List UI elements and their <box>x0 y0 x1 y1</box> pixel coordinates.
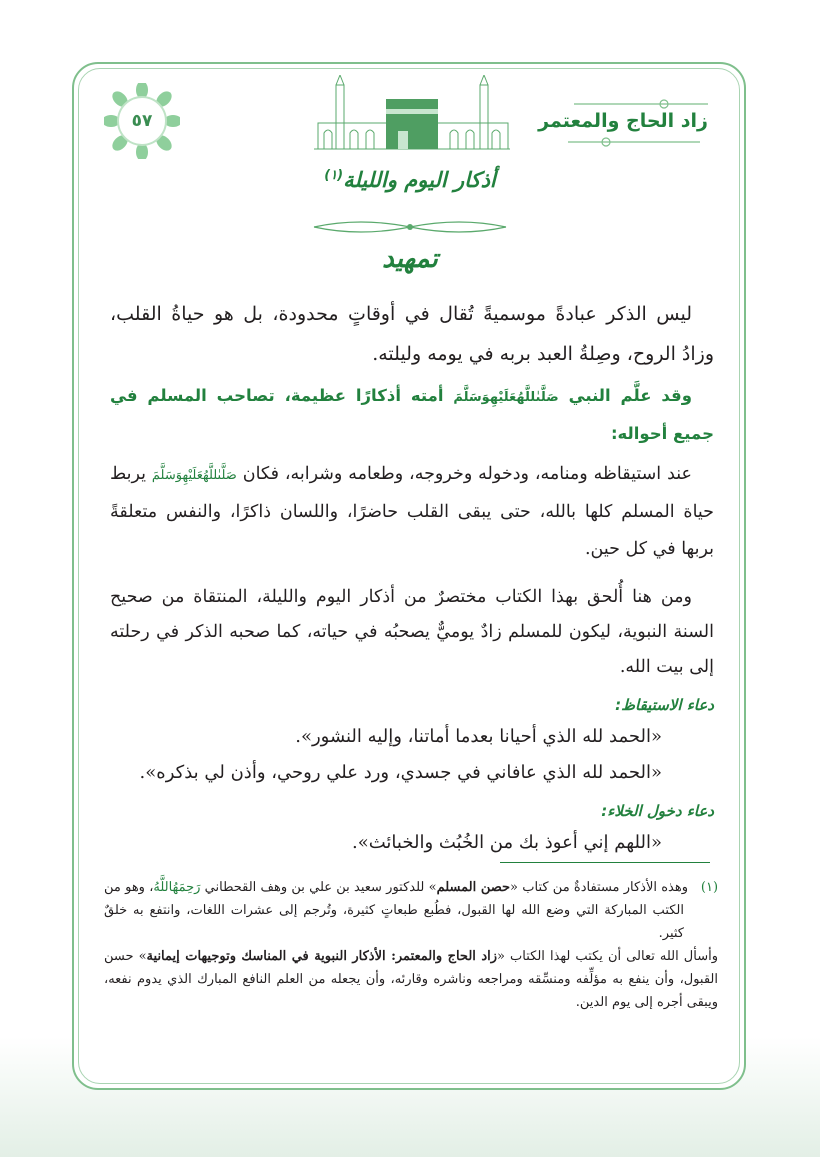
footnote-2-book-title: زاد الحاج والمعتمر: الأذكار النبوية في المناسك وتوجيهات إيمانية <box>146 949 498 964</box>
kaaba-mosque-illustration-icon <box>314 75 510 153</box>
footnotes <box>104 876 718 1014</box>
highlight-text-b: أمته أذكارًا عظيمة، تصاحب المسلم في جميع أحواله: <box>110 386 714 443</box>
body-text-b: يربط حياة المسلم كلها بالله، حتى يبقى القلب حاضرًا، واللسان ذاكرًا، والنفس متعلقةً بربها في كل حين. <box>110 464 714 559</box>
waking-dua-heading: دعاء الاستيقاظ: <box>615 696 714 714</box>
highlight-text-a: وقد علَّم النبي <box>568 386 692 405</box>
toilet-dua-1: «اللهم إني أعوذ بك من الخُبُث والخبائث». <box>352 832 662 853</box>
footnote-1 <box>104 876 718 945</box>
footnote-1-text-a: وهذه الأذكار مستفادةٌ من كتاب « <box>510 880 689 895</box>
footnote-1-text-c: ، وهو من الكتب المباركة التي وضع الله لها القبول، فطُبع طبعاتٍ كثيرة، وتُرجم إلى عشرات اللغات، وانتفع به خلقٌ كثير. <box>104 880 684 941</box>
toilet-dua-heading: دعاء دخول الخلاء: <box>601 802 714 820</box>
rahimahullah-honorific: رَحِمَهُاللَّهُ <box>153 880 201 895</box>
footnote-divider <box>500 862 710 863</box>
main-content <box>110 294 714 861</box>
waking-dua-2: «الحمد لله الذي عافاني في جسدي، ورد علي روحي، وأذن لي بذكره». <box>139 762 662 783</box>
pbuh-honorific: صَلَّىٰللَّهُعَلَيْهِوَسَلَّمَ <box>453 390 559 405</box>
book-title: زاد الحاج والمعتمر <box>538 110 708 132</box>
footnote-2-text-a: وأسأل الله تعالى أن يكتب لهذا الكتاب « <box>497 949 718 964</box>
footnote-1-text-b: » للدكتور سعيد بن علي بن وهف القحطاني <box>204 880 437 895</box>
chapter-footnote-mark: (١) <box>324 168 344 183</box>
pbuh-honorific-2: صَلَّىٰللَّهُعَلَيْهِوَسَلَّمَ <box>151 468 237 483</box>
body-paragraph-2: ومن هنا أُلحق بهذا الكتاب مختصرٌ من أذكار اليوم والليلة، المنتقاة من صحيح السنة النبوية، ليكون للمسلم زادٌ يوميٌّ يصحبُه في حياته، كما صحبه الذكر في رحلته إلى بيت الله. <box>110 587 714 677</box>
intro-paragraph: ليس الذكر عبادةً موسميةً تُقال في أوقاتٍ محدودة، بل هو حياةُ القلب، وزادُ الروح، وصِلةُ العبد بربه في يومه وليلته. <box>110 303 714 365</box>
footnote-1-book-title: حصن المسلم <box>436 880 511 895</box>
footnote-2-text-b: » حسن القبول، وأن ينفع به مؤلِّفه ومنسِّقه ومراجعه وناشره وقارئه، وأن يجعله من العلم النافع المبارك الذي يدوم نفعه، ويبقى أجره إلى يوم الدين. <box>104 949 718 1010</box>
footnote-2 <box>104 945 718 1014</box>
waking-dua-1: «الحمد لله الذي أحيانا بعدما أماتنا، وإليه النشور». <box>295 726 662 747</box>
page-number: ٥٧ <box>131 111 153 131</box>
body-text-a: عند استيقاظه ومنامه، ودخوله وخروجه، وطعامه وشرابه، فكان <box>242 464 692 484</box>
chapter-title <box>260 168 560 192</box>
footnote-number: (١) <box>700 880 719 895</box>
title-ornament-icon <box>308 214 512 240</box>
chapter-title-text: أذكار اليوم والليلة <box>343 168 496 192</box>
highlight-paragraph <box>110 378 714 452</box>
section-title: تمهيد <box>382 244 438 274</box>
body-paragraph <box>110 456 714 568</box>
